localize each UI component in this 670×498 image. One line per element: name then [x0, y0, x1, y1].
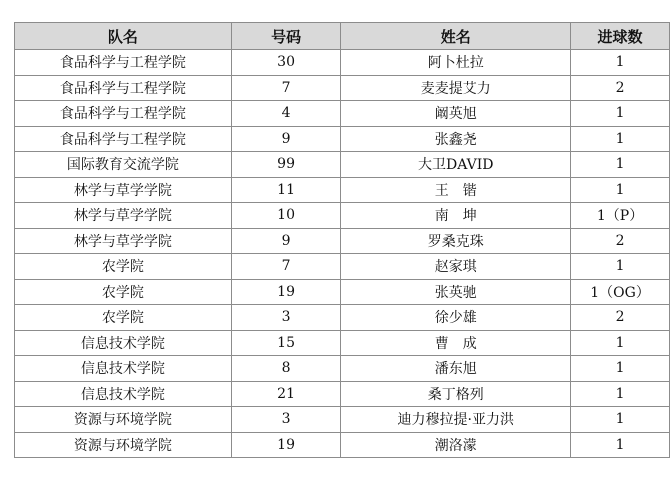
table-row — [15, 50, 670, 76]
number-cell: 19 — [231, 432, 341, 458]
goals-cell: 1（OG） — [571, 279, 670, 305]
name-cell: 徐少雄 — [341, 305, 571, 331]
name-cell: 阚英旭 — [341, 101, 571, 127]
team-cell: 资源与环境学院 — [15, 432, 232, 458]
goals-cell: 1 — [571, 407, 670, 433]
team-cell: 林学与草学学院 — [15, 177, 232, 203]
team-cell: 信息技术学院 — [15, 330, 232, 356]
number-cell: 3 — [231, 407, 341, 433]
goals-cell: 1 — [571, 381, 670, 407]
goals-cell: 1 — [571, 330, 670, 356]
table-row — [15, 330, 670, 356]
team-cell: 信息技术学院 — [15, 381, 232, 407]
number-cell: 10 — [231, 203, 341, 229]
number-cell: 11 — [231, 177, 341, 203]
table-row — [15, 381, 670, 407]
number-cell: 15 — [231, 330, 341, 356]
team-cell: 林学与草学学院 — [15, 203, 232, 229]
name-cell: 潮洛濛 — [341, 432, 571, 458]
goals-cell: 2 — [571, 305, 670, 331]
table-row — [15, 407, 670, 433]
table-row — [15, 101, 670, 127]
header-team: 队名 — [15, 23, 232, 50]
team-cell: 资源与环境学院 — [15, 407, 232, 433]
number-cell: 8 — [231, 356, 341, 382]
team-cell: 食品科学与工程学院 — [15, 126, 232, 152]
table-header-row — [15, 23, 670, 50]
goals-cell: 1 — [571, 356, 670, 382]
name-cell: 南 坤 — [341, 203, 571, 229]
table-row — [15, 126, 670, 152]
team-cell: 农学院 — [15, 305, 232, 331]
name-cell: 曹 成 — [341, 330, 571, 356]
name-cell: 张鑫尧 — [341, 126, 571, 152]
goals-cell: 1 — [571, 177, 670, 203]
number-cell: 99 — [231, 152, 341, 178]
name-cell: 赵家琪 — [341, 254, 571, 280]
table-row — [15, 432, 670, 458]
goals-cell: 1 — [571, 152, 670, 178]
number-cell: 19 — [231, 279, 341, 305]
goals-cell: 2 — [571, 228, 670, 254]
goals-cell: 1 — [571, 432, 670, 458]
name-cell: 大卫DAVID — [341, 152, 571, 178]
header-goals: 进球数 — [571, 23, 670, 50]
name-cell: 阿卜杜拉 — [341, 50, 571, 76]
name-cell: 张英驰 — [341, 279, 571, 305]
team-cell: 国际教育交流学院 — [15, 152, 232, 178]
table-row — [15, 279, 670, 305]
team-cell: 林学与草学学院 — [15, 228, 232, 254]
goals-cell: 1 — [571, 50, 670, 76]
name-cell: 桑丁格列 — [341, 381, 571, 407]
table-row — [15, 177, 670, 203]
table-row — [15, 305, 670, 331]
header-number: 号码 — [231, 23, 341, 50]
table-row — [15, 203, 670, 229]
number-cell: 4 — [231, 101, 341, 127]
team-cell: 农学院 — [15, 254, 232, 280]
name-cell: 迪力穆拉提·亚力洪 — [341, 407, 571, 433]
scorers-table-container — [14, 22, 670, 458]
number-cell: 30 — [231, 50, 341, 76]
name-cell: 潘东旭 — [341, 356, 571, 382]
scorers-table — [14, 22, 670, 458]
table-row — [15, 75, 670, 101]
number-cell: 21 — [231, 381, 341, 407]
table-row — [15, 228, 670, 254]
number-cell: 9 — [231, 228, 341, 254]
number-cell: 7 — [231, 75, 341, 101]
goals-cell: 1 — [571, 254, 670, 280]
table-row — [15, 152, 670, 178]
team-cell: 农学院 — [15, 279, 232, 305]
team-cell: 食品科学与工程学院 — [15, 75, 232, 101]
number-cell: 9 — [231, 126, 341, 152]
number-cell: 3 — [231, 305, 341, 331]
team-cell: 食品科学与工程学院 — [15, 101, 232, 127]
team-cell: 食品科学与工程学院 — [15, 50, 232, 76]
number-cell: 7 — [231, 254, 341, 280]
team-cell: 信息技术学院 — [15, 356, 232, 382]
name-cell: 罗桑克珠 — [341, 228, 571, 254]
table-row — [15, 356, 670, 382]
goals-cell: 1 — [571, 126, 670, 152]
goals-cell: 2 — [571, 75, 670, 101]
goals-cell: 1（P） — [571, 203, 670, 229]
table-row — [15, 254, 670, 280]
name-cell: 王 锴 — [341, 177, 571, 203]
goals-cell: 1 — [571, 101, 670, 127]
header-name: 姓名 — [341, 23, 571, 50]
name-cell: 麦麦提艾力 — [341, 75, 571, 101]
